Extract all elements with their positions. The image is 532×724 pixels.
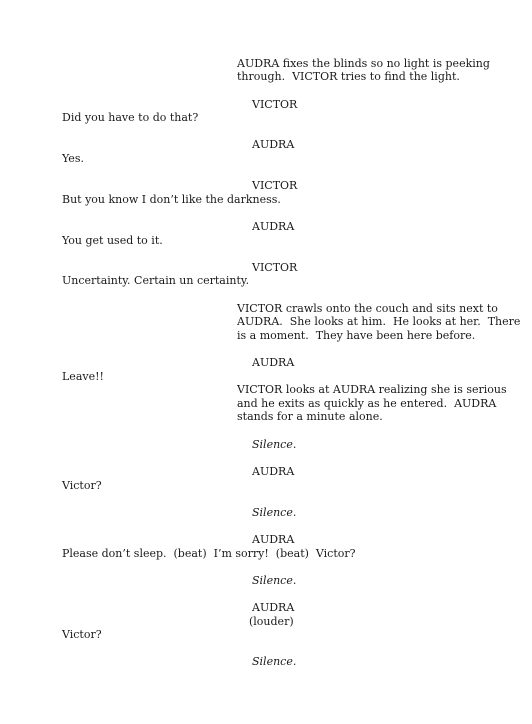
dialogue-line: Victor? (62, 479, 102, 492)
action-line: AUDRA fixes the blinds so no light is peeking (237, 57, 490, 70)
character-name: AUDRA (252, 601, 295, 614)
character-name: VICTOR (252, 98, 298, 111)
character-name: AUDRA (252, 356, 295, 369)
character-name: VICTOR (252, 261, 298, 274)
character-name: AUDRA (252, 533, 295, 546)
dialogue-line: But you know I don’t like the darkness. (62, 193, 281, 206)
dialogue-line: Did you have to do that? (62, 111, 199, 124)
stage-direction: Silence. (252, 506, 297, 519)
character-name: AUDRA (252, 465, 295, 478)
action-line: stands for a minute alone. (237, 410, 383, 423)
dialogue-line: Please don’t sleep. (beat) I’m sorry! (beat) Victor? (62, 547, 356, 560)
dialogue-line: Victor? (62, 628, 102, 641)
parenthetical: (louder) (249, 615, 294, 628)
stage-direction: Silence. (252, 574, 297, 587)
action-line: through. VICTOR tries to find the light. (237, 70, 460, 83)
action-line: is a moment. They have been here before. (237, 329, 476, 342)
dialogue-line: Yes. (62, 152, 84, 165)
stage-direction: Silence. (252, 655, 297, 668)
action-line: and he exits as quickly as he entered. AUDRA (237, 397, 497, 410)
dialogue-line: You get used to it. (62, 234, 163, 247)
action-line: VICTOR crawls onto the couch and sits next to (237, 302, 498, 315)
action-line: AUDRA. She looks at him. He looks at her. There (237, 315, 521, 328)
dialogue-line: Leave!! (62, 370, 104, 383)
stage-direction: Silence. (252, 438, 297, 451)
character-name: AUDRA (252, 220, 295, 233)
dialogue-line: Uncertainty. Certain un certainty. (62, 274, 250, 287)
character-name: AUDRA (252, 138, 295, 151)
action-line: VICTOR looks at AUDRA realizing she is serious (237, 383, 507, 396)
character-name: VICTOR (252, 179, 298, 192)
